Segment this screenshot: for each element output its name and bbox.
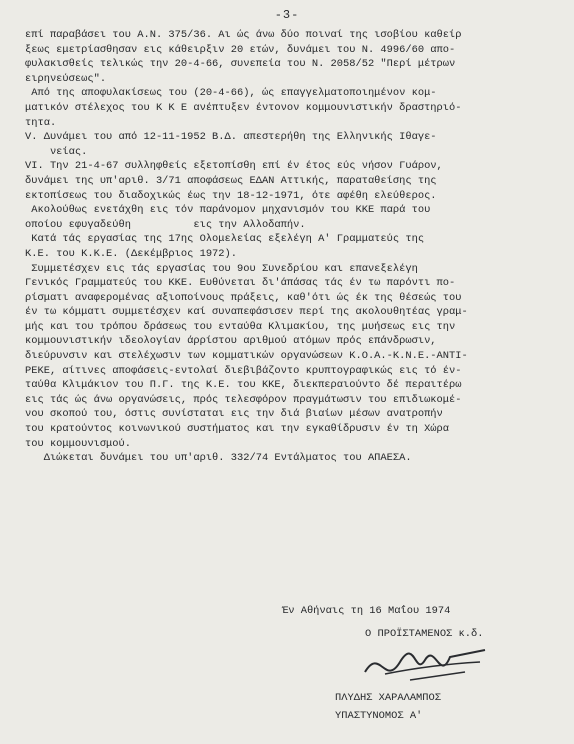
document-line: έν τω κόμματι συμμετέσχεν καί συναπεφάσισεν περί της ακολουθητέας γραμ- (25, 306, 468, 319)
document-line: ειρηνεύσεως". (25, 72, 107, 85)
document-line: Κ.Ε. του Κ.Κ.Ε. (Δεκέμβριος 1972). (25, 247, 238, 260)
document-line: Συμμετέσχεν εις τάς εργασίας του 9ου Συνεδρίου και επανεξελέγη (25, 262, 418, 275)
document-line: ξεως εμετρίασθησαν εις κάθειρξιν 20 ετών, δυνάμει του Ν. 4996/60 απο- (25, 43, 456, 56)
document-line: Γενικός Γραμματεύς του ΚΚΕ. Ευθύνεται δι'άπάσας τάς έν τω παρόντι πο- (25, 277, 456, 290)
document-line: του κομμουνισμού. (25, 437, 132, 450)
document-line: ταύθα Κλιμάκιον του Π.Γ. της Κ.Ε. του ΚΚΕ, διεκπεραιούντο δέ περαιτέρω (25, 379, 462, 392)
document-line: Από της αποφυλακίσεως του (20-4-66), ώς επαγγελματοποιημένον κομ- (25, 87, 437, 100)
document-line: φυλακισθείς τελικώς την 20-4-66, συνεπεία του Ν. 2058/52 "Περί μέτρων (25, 58, 456, 71)
document-line: ματικόν στέλεχος του Κ Κ Ε ανέπτυξεν έντονον κομμουνιστικήν δραστηριό- (25, 101, 462, 114)
document-line: ρίσματι αναφερομένας αξιοποίνους πράξεις, καθ'ότι ώς έκ της θέσεώς του (25, 291, 462, 304)
document-line: κομμουνιστικήν ιδεολογίαν άρρίστου αριθμού ατόμων πρός επάνδρωσιν, (25, 335, 437, 348)
document-line: νου σκοπού του, όστις συνίσταται εις την διά βιαίων μέσων ανατροπήν (25, 408, 443, 421)
document-line: του κρατούντος κοινωνικού συστήματος και την εγκαθίδρυσιν έν τη Χώρα (25, 423, 450, 436)
document-line: Κατά τάς εργασίας της 17ης Ολομελείας εξελέγη Α' Γραμματεύς της (25, 233, 425, 246)
document-line: VI. Την 21-4-67 συλληφθείς εξετοπίσθη επί έν έτος εύς νήσον Γυάρον, (25, 160, 443, 173)
document-line: V. Δυνάμει του από 12-11-1952 Β.Δ. απεστερήθη της Ελληνικής Ιθαγε- (25, 131, 437, 144)
document-line: δυνάμει της υπ'αριθ. 3/71 αποφάσεως ΕΔΑΝ Αττικής, παραταθείσης της (25, 174, 437, 187)
document-line: μής και του τρόπου δράσεως του ενταύθα Κλιμακίου, της μυήσεως εις την (25, 320, 456, 333)
document-line: επί παραβάσει του Α.Ν. 375/36. Αι ώς άνω δύο ποιναί της ισοβίου καθείρ (25, 29, 462, 41)
document-line: διεύρυνσιν και στελέχωσιν των κομματικών οργανώσεων Κ.Ο.Α.-Κ.Ν.Ε.-ΑΝΤΙ- (25, 350, 468, 363)
page-number: -3- (274, 8, 300, 22)
handwritten-signature (355, 642, 495, 692)
document-line: εκτοπίσεως του διαδοχικώς έως την 18-12-1971, ότε αφέθη ελεύθερος. (25, 189, 437, 202)
signatory-title: Ο ΠΡΟΪΣΤΑΜΕΝΟΣ κ.δ. (365, 628, 484, 640)
document-line: εις τάς ώς άνω οργανώσεις, πρός τελεσφόρον πραγμάτωσιν του επιδιωκομέ- (25, 393, 462, 406)
document-line: οποίου εφυγαδεύθη εις την Αλλοδαπήν. (25, 218, 306, 231)
document-line: νείας. (25, 145, 88, 158)
document-line: ΡΕΚΕ, αίτινες αποφάσεις-εντολαί διεβιβάζοντο κρυπτογραφικώς εις τό έν- (25, 364, 462, 377)
document-body (25, 28, 555, 466)
document-line: τητα. (25, 116, 57, 129)
signatory-rank: ΥΠΑΣΤΥΝΟΜΟΣ Α' (335, 710, 423, 722)
document-line: Ακολούθως ενετάχθη εις τόν παράνομον μηχανισμόν του ΚΚΕ παρά του (25, 204, 431, 217)
date-line: Έν Αθήναις τη 16 Μαΐου 1974 (282, 605, 451, 617)
signatory-name: ΠΛΥΔΗΣ ΧΑΡΑΛΑΜΠΟΣ (335, 692, 442, 704)
document-line: Διώκεται δυνάμει του υπ'αριθ. 332/74 Εντάλματος του ΑΠΑΕΣΑ. (25, 452, 412, 465)
